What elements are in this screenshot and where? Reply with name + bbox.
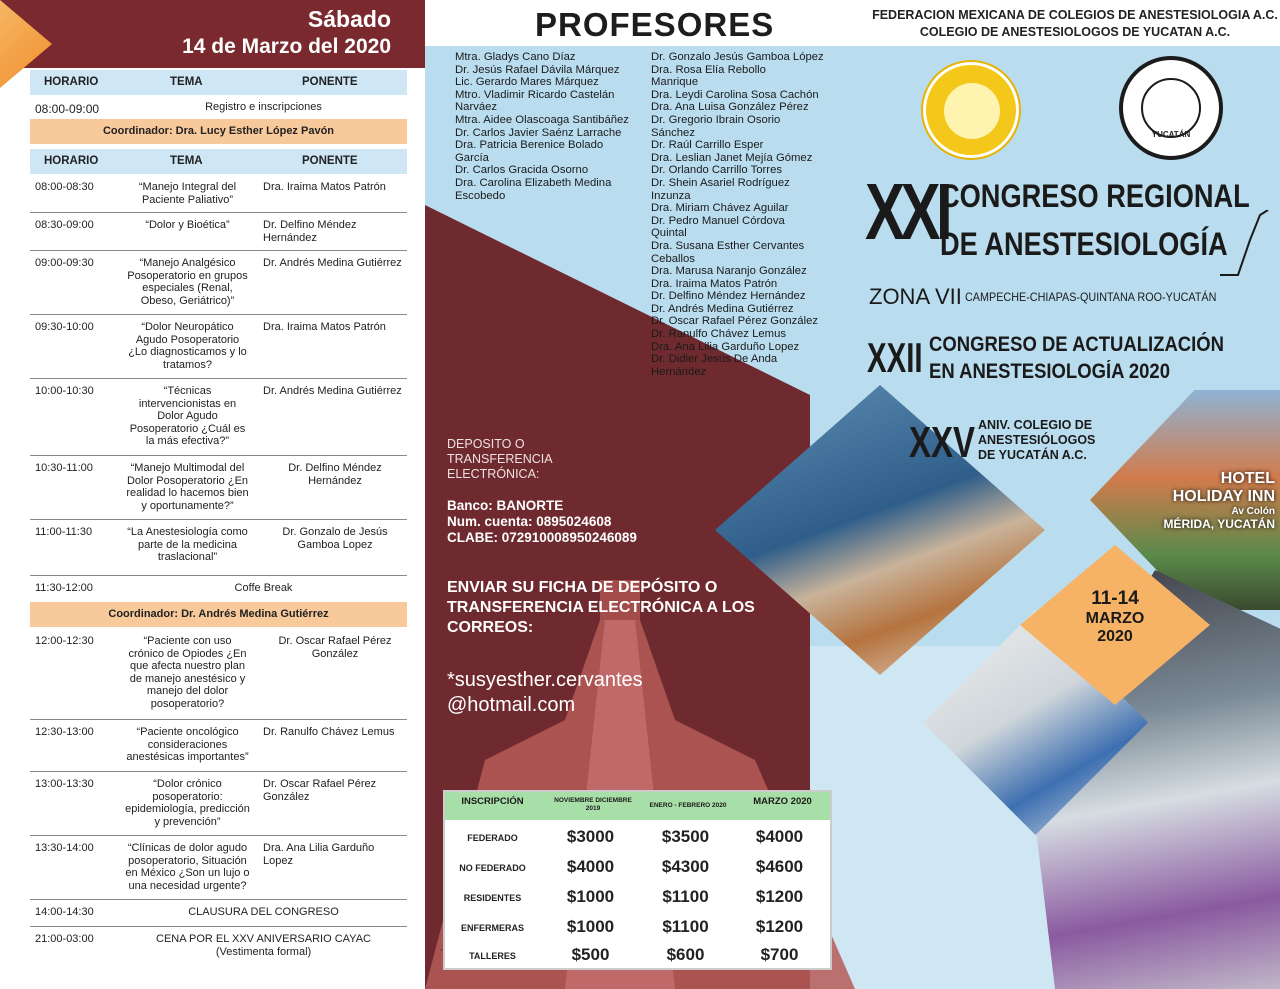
- send-instructions: ENVIAR SU FICHA DE DEPÓSITO O TRANSFERENCIA ELECTRÓNICA A LOS CORREOS:: [447, 579, 755, 636]
- schedule-row: [30, 456, 407, 520]
- pricing-label: TALLERES: [469, 951, 516, 961]
- row-text: CLAUSURA DEL CONGRESO: [188, 906, 339, 918]
- dinner-row: [30, 927, 407, 967]
- header-tema: TEMA: [170, 76, 203, 88]
- row-text: CENA POR EL XXV ANIVERSARIO CAYAC: [156, 933, 371, 945]
- schedule-row: [30, 315, 407, 379]
- professor-name: Dr. Oscar Rafael Pérez González: [651, 315, 819, 328]
- row-ponente: Dr. Andrés Medina Gutiérrez: [263, 257, 402, 269]
- professor-name: Dra. Ana Luisa González Pérez: [651, 101, 809, 114]
- schedule-row: [30, 175, 407, 213]
- row-time: 09:30-10:00: [35, 321, 94, 333]
- registration-row: [30, 96, 407, 119]
- pricing-row: [445, 913, 830, 943]
- row-tema: “Dolor y Bioética”: [145, 219, 230, 231]
- professor-name: Hernández: [651, 365, 707, 378]
- professor-name: Mtro. Vladimir Ricardo Castelán: [455, 88, 615, 101]
- dates-month: MARZO: [1085, 610, 1145, 627]
- row-tema: “Clínicas de dolor agudo posoperatorio, Situación en México ¿Son un lujo o una necesidad urgente?: [125, 842, 250, 892]
- update-congress-line1: CONGRESO DE ACTUALIZACIÓN: [929, 333, 1225, 356]
- row-time: 13:00-13:30: [35, 778, 94, 790]
- xxv-numeral: XXV: [909, 418, 976, 467]
- professor-name: Dra. Leydi Carolina Sosa Cachón: [651, 88, 819, 101]
- price-value: $1200: [755, 887, 804, 906]
- price-value: $1000: [566, 917, 615, 936]
- pricing-label: FEDERADO: [467, 833, 518, 843]
- price-value: $1100: [662, 887, 709, 906]
- professor-name: Quintal: [651, 227, 687, 240]
- schedule-row: [30, 520, 407, 576]
- professor-name: Dr. Pedro Manuel Córdova: [651, 214, 785, 227]
- bank-details: [447, 498, 637, 546]
- closing-row: [30, 900, 407, 927]
- professor-name: Dra. Rosa Elía Rebollo: [651, 63, 766, 76]
- congress-title-line1: CONGRESO REGIONAL: [940, 178, 1250, 214]
- row-time: 08:30-09:00: [35, 219, 94, 231]
- row-tema: “Técnicas intervencionistas en Dolor Agudo Posoperatorio ¿Cuál es la más efectiva?”: [129, 385, 246, 447]
- profesores-title: PROFESORES: [535, 6, 775, 43]
- professor-name: Escobedo: [455, 189, 506, 202]
- hotel-city: MÉRIDA, YUCATÁN: [1163, 517, 1275, 531]
- row-time: 08:00-09:00: [35, 102, 100, 116]
- update-congress-line2: EN ANESTESIOLOGÍA 2020: [929, 360, 1170, 383]
- row-time: 14:00-14:30: [35, 906, 94, 918]
- row-tema: “Paciente oncológico consideraciones anestésicas importantes”: [126, 726, 249, 763]
- row-tema: “Manejo Analgésico Posoperatorio en grupos especiales (Renal, Obeso, Geriátrico)”: [127, 257, 248, 307]
- professor-name: Dra. Patricia Berenice Bolado: [455, 139, 604, 152]
- zona-label: ZONA VII: [869, 284, 962, 309]
- header-ponente: PONENTE: [302, 155, 358, 167]
- pricing-label: RESIDENTES: [463, 893, 522, 903]
- email-line1[interactable]: *susyesther.cervantes: [447, 669, 643, 691]
- professor-name: Dr. Andrés Medina Gutiérrez: [651, 302, 794, 315]
- schedule-row: [30, 836, 407, 900]
- price-value: $4000: [755, 827, 804, 846]
- hotel-label: HOTEL: [1220, 470, 1275, 487]
- schedule-row: [30, 772, 407, 836]
- day-header: [0, 0, 425, 68]
- row-time: 09:00-09:30: [35, 257, 94, 269]
- price-value: $4600: [755, 857, 804, 876]
- pricing-row: [445, 853, 830, 883]
- professor-name: Manrique: [651, 76, 699, 89]
- xxi-numeral: XXI: [865, 167, 949, 256]
- professor-list-2: [651, 51, 824, 378]
- college-name: COLEGIO DE ANESTESIOLOGOS DE YUCATAN A.C.: [919, 25, 1231, 39]
- professor-name: Lic. Gerardo Mares Márquez: [455, 76, 599, 89]
- flyer-panel: [425, 0, 1280, 989]
- row-ponente: Dra. Iraima Matos Patrón: [263, 321, 386, 333]
- deposit-title: DEPOSITO O TRANSFERENCIA ELECTRÓNICA:: [447, 437, 552, 481]
- schedule-row: [30, 720, 407, 772]
- row-ponente: Dr. Ranulfo Chávez Lemus: [263, 726, 395, 738]
- professor-name: Dr. Ranulfo Chávez Lemus: [651, 328, 786, 341]
- pricing-label: ENFERMERAS: [460, 923, 524, 933]
- row-ponente: Dra. Ana Lilia Garduño Lopez: [263, 842, 375, 867]
- row-time: 13:30-14:00: [35, 842, 94, 854]
- row-time: 11:30-12:00: [35, 582, 93, 594]
- row-ponente: Dr. Oscar Rafael Pérez González: [263, 778, 377, 803]
- day-label: Sábado: [307, 6, 391, 32]
- professor-name: Dra. Iraima Matos Patrón: [651, 277, 778, 290]
- professor-name: Inzunza: [651, 189, 691, 202]
- price-value: $600: [666, 945, 705, 964]
- row-time: 08:00-08:30: [35, 181, 94, 193]
- row-time: 21:00-03:00: [35, 933, 94, 945]
- header-tema: TEMA: [170, 155, 203, 167]
- header-horario: HORARIO: [44, 76, 99, 88]
- row-tema: “Paciente con uso crónico de Opiodes ¿En que afecta nuestro plan de manejo anestésico y manejo del dolor posoperatorio?: [128, 635, 247, 710]
- professor-name: Dra. Miriam Chávez Aguilar: [651, 202, 789, 215]
- professor-name: Dra. Leslian Janet Mejía Gómez: [651, 151, 813, 164]
- pricing-table: [443, 790, 832, 970]
- row-tema: “Dolor Neuropático Agudo Posoperatorio ¿Lo diagnosticamos y lo tratamos?: [128, 321, 247, 371]
- professor-name: Ceballos: [651, 252, 695, 265]
- professor-name: Dr. Raúl Carrillo Esper: [651, 139, 764, 152]
- professor-name: Dr. Carlos Gracida Osorno: [455, 164, 589, 177]
- row-ponente: Dr. Gonzalo de Jesús Gamboa Lopez: [282, 526, 388, 551]
- professor-name: Sánchez: [651, 126, 695, 139]
- event-dates: [1045, 588, 1185, 646]
- seal-label: YUCATÁN: [1151, 130, 1191, 139]
- email-line2[interactable]: @hotmail.com: [447, 694, 576, 716]
- table-header: [30, 149, 407, 174]
- professor-name: Dr. Gregorio Ibrain Osorio: [651, 113, 781, 126]
- header-horario: HORARIO: [44, 155, 99, 167]
- price-value: $3500: [661, 827, 710, 846]
- price-value: $3000: [566, 827, 615, 846]
- schedule-row: [30, 213, 407, 251]
- pricing-header-cell: NOVIEMBRE DICIEMBRE 2019: [554, 797, 632, 812]
- row-time: 12:30-13:00: [35, 726, 94, 738]
- xxii-numeral: XXII: [867, 334, 923, 381]
- anniversary-text: ANIV. COLEGIO DE ANESTESIÓLOGOS DE YUCATÁN A.C.: [978, 418, 1096, 462]
- professor-name: Mtra. Aidee Olascoaga Santibáñez: [455, 113, 629, 126]
- zona-states: CAMPECHE-CHIAPAS-QUINTANA ROO-YUCATÁN: [965, 290, 1217, 304]
- professor-name: Dr. Jesús Rafael Dávila Márquez: [455, 63, 620, 76]
- row-tema: “Manejo Integral del Paciente Paliativo”: [138, 181, 237, 206]
- contact-email[interactable]: [447, 668, 643, 718]
- dates-year: 2020: [1097, 628, 1133, 645]
- row-time: 10:00-10:30: [35, 385, 94, 397]
- price-value: $4300: [661, 857, 710, 876]
- schedule-row: [30, 251, 407, 315]
- hotel-info: [1115, 470, 1275, 531]
- professor-name: García: [455, 151, 489, 164]
- congress-title-line2: DE ANESTESIOLOGÍA: [940, 226, 1228, 262]
- professor-name: Dr. Orlando Carrillo Torres: [651, 164, 783, 177]
- pricing-label: NO FEDERADO: [459, 863, 526, 873]
- table-header: [30, 70, 407, 95]
- bank-name: Banco: BANORTE: [447, 498, 564, 513]
- professor-name: Narváez: [455, 101, 498, 114]
- pricing-header-cell: MARZO 2020: [753, 796, 812, 807]
- price-value: $1100: [662, 917, 709, 936]
- row-subtext: (Vestimenta formal): [215, 946, 312, 958]
- pricing-header-cell: ENERO - FEBRERO 2020: [649, 802, 727, 809]
- coordinator-banner: Coordinador: Dra. Lucy Esther López Pavón: [30, 119, 407, 144]
- federation-name: FEDERACION MEXICANA DE COLEGIOS DE ANESTESIOLOGIA A.C.: [872, 8, 1278, 22]
- yucatan-college-seal-logo: [1119, 56, 1223, 160]
- fmca-seal-logo: [923, 62, 1019, 158]
- professor-name: Dr. Gonzalo Jesús Gamboa López: [651, 51, 824, 63]
- dates-days: 11-14: [1091, 588, 1139, 609]
- schedule-row: [30, 629, 407, 720]
- professor-name: Mtra. Gladys Cano Díaz: [455, 51, 576, 63]
- row-ponente: Dr. Andrés Medina Gutiérrez: [263, 385, 402, 397]
- pricing-row: [445, 941, 830, 971]
- professor-name: Dra. Marusa Naranjo González: [651, 265, 807, 278]
- price-value: $500: [571, 945, 610, 964]
- professor-name: Dra. Ana Lilia Garduño Lopez: [651, 340, 800, 353]
- row-time: 11:00-11:30: [35, 526, 93, 538]
- row-ponente: Dr. Delfino Méndez Hernández: [288, 462, 382, 487]
- price-value: $1000: [566, 887, 615, 906]
- professor-name: Dr. Carlos Javier Saénz Larrache: [455, 126, 622, 139]
- pricing-header-cell: INSCRIPCIÓN: [461, 796, 524, 807]
- row-ponente: Dr. Delfino Méndez Hernández: [263, 219, 357, 244]
- hotel-name: HOLIDAY INN: [1172, 488, 1275, 505]
- price-value: $700: [760, 945, 799, 964]
- row-tema: “Manejo Multimodal del Dolor Posoperatorio ¿En realidad lo hacemos bien y oportunamente?”: [126, 462, 249, 512]
- pricing-header: [445, 792, 830, 820]
- pricing-row: [445, 883, 830, 913]
- professor-name: Dr. Didier Jesús De Anda: [651, 353, 778, 366]
- row-ponente: Dra. Iraima Matos Patrón: [263, 181, 386, 193]
- hotel-street: Av Colón: [1231, 506, 1275, 517]
- header-ponente: PONENTE: [302, 76, 358, 88]
- row-text: Coffe Break: [234, 582, 293, 594]
- professor-name: Dr. Delfino Méndez Hernández: [651, 290, 806, 303]
- date-label: 14 de Marzo del 2020: [182, 35, 391, 58]
- professor-name: Dr. Shein Asariel Rodríguez: [651, 176, 790, 189]
- pulse-line-icon: [1220, 210, 1270, 280]
- row-text: Registro e inscripciones: [205, 101, 322, 113]
- row-time: 10:30-11:00: [35, 462, 93, 474]
- professor-name: Dra. Susana Esther Cervantes: [651, 239, 805, 252]
- account-number: Num. cuenta: 0895024608: [447, 514, 612, 529]
- price-value: $4000: [566, 857, 615, 876]
- row-ponente: Dr. Oscar Rafael Pérez González: [278, 635, 392, 660]
- schedule-row: [30, 379, 407, 456]
- break-row: [30, 576, 407, 601]
- professor-name: Dra. Carolina Elizabeth Medina: [455, 176, 612, 189]
- row-time: 12:00-12:30: [35, 635, 94, 647]
- price-value: $1200: [755, 917, 804, 936]
- program-panel: [0, 0, 425, 989]
- coordinator-banner: Coordinador: Dr. Andrés Medina Gutiérrez: [30, 602, 407, 627]
- row-tema: “La Anestesiología como parte de la medicina traslacional”: [127, 526, 248, 563]
- row-tema: “Dolor crónico posoperatorio: epidemiología, predicción y prevención”: [125, 778, 250, 828]
- pricing-row: [445, 823, 830, 853]
- clabe-number: CLABE: 072910008950246089: [447, 530, 637, 545]
- professor-list-1: [455, 51, 629, 202]
